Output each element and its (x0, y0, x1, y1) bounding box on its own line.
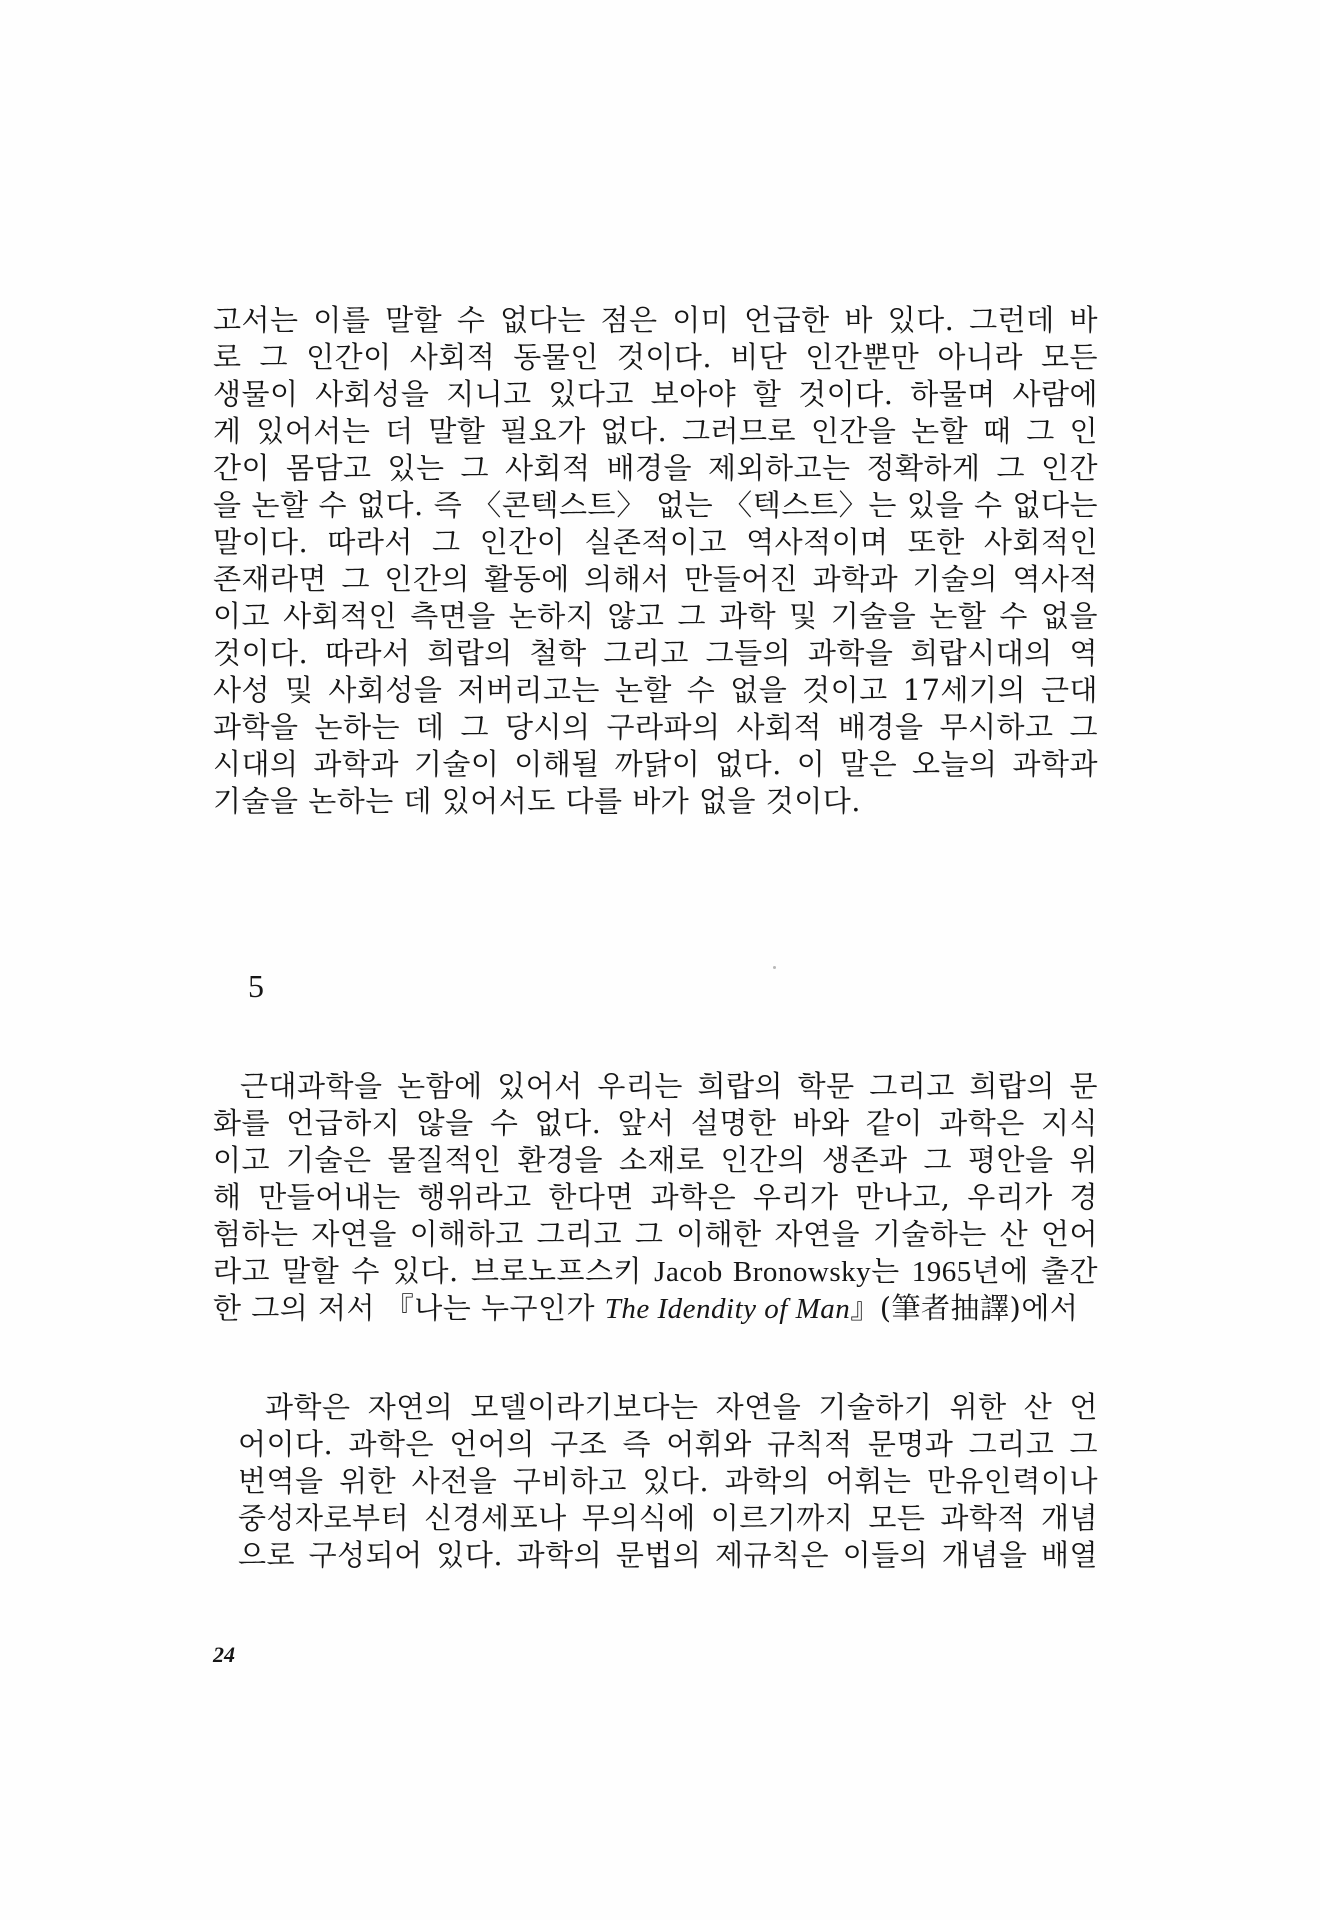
text-line: 을 논할 수 없다. 즉 〈콘텍스트〉 없는 〈텍스트〉는 있을 수 없다는 (213, 488, 1098, 522)
text-segment: 는 (871, 1254, 912, 1288)
text-line: 이고 사회적인 측면을 논하지 않고 그 과학 및 기술을 논할 수 없을 (213, 599, 1098, 633)
text-line: 로 그 인간이 사회적 동물인 것이다. 비단 인간뿐만 아니라 모든 (213, 340, 1098, 374)
text-line: 어이다. 과학은 언어의 구조 즉 어휘와 규칙적 문명과 그리고 그 (238, 1427, 1098, 1461)
text-line (213, 1288, 1098, 1328)
section-number: 5 (248, 968, 264, 1004)
text-line: 으로 구성되어 있다. 과학의 문법의 제규칙은 이들의 개념을 배열 (238, 1538, 1098, 1572)
text-line: 근대과학을 논함에 있어서 우리는 희랍의 학문 그리고 희랍의 문 (240, 1069, 1098, 1103)
text-line: 화를 언급하지 않을 수 없다. 앞서 설명한 바와 같이 과학은 지식 (213, 1106, 1098, 1140)
text-segment: 』(筆者抽譯)에서 (850, 1291, 1079, 1325)
author-name: Jacob Bronowsky (654, 1256, 872, 1288)
text-segment: 년에 출간 (971, 1254, 1099, 1288)
text-line: 과학은 자연의 모델이라기보다는 자연을 기술하기 위한 산 언 (265, 1390, 1098, 1424)
text-line (213, 1251, 1098, 1291)
text-line: 것이다. 따라서 희랍의 철학 그리고 그들의 과학을 희랍시대의 역 (213, 636, 1098, 670)
text-line: 존재라면 그 인간의 활동에 의해서 만들어진 과학과 기술의 역사적 (213, 562, 1098, 596)
text-line: 시대의 과학과 기술이 이해될 까닭이 없다. 이 말은 오늘의 과학과 (213, 747, 1098, 781)
text-line: 말이다. 따라서 그 인간이 실존적이고 역사적이며 또한 사회적인 (213, 525, 1098, 559)
text-line: 간이 몸담고 있는 그 사회적 배경을 제외하고는 정확하게 그 인간 (213, 451, 1098, 485)
text-segment: 라고 말할 수 있다. 브로노프스키 (213, 1254, 655, 1288)
text-line: 험하는 자연을 이해하고 그리고 그 이해한 자연을 기술하는 산 언어 (213, 1217, 1098, 1251)
text-line: 과학을 논하는 데 그 당시의 구라파의 사회적 배경을 무시하고 그 (213, 710, 1098, 744)
text-line: 고서는 이를 말할 수 없다는 점은 이미 언급한 바 있다. 그런데 바 (213, 303, 1098, 337)
year: 1965 (911, 1256, 972, 1288)
text-line: 생물이 사회성을 지니고 있다고 보아야 할 것이다. 하물며 사람에 (213, 377, 1098, 411)
text-line: 번역을 위한 사전을 구비하고 있다. 과학의 어휘는 만유인력이나 (238, 1464, 1098, 1498)
text-line: 게 있어서는 더 말할 필요가 없다. 그러므로 인간을 논할 때 그 인 (213, 414, 1098, 448)
text-line: 중성자로부터 신경세포나 무의식에 이르기까지 모든 과학적 개념 (238, 1501, 1098, 1535)
book-title: The Idendity of Man (604, 1293, 851, 1325)
text-segment: 한 그의 저서 『나는 누구인가 (213, 1291, 605, 1325)
text-line: 이고 기술은 물질적인 환경을 소재로 인간의 생존과 그 평안을 위 (213, 1143, 1098, 1177)
page-number: 24 (213, 1642, 235, 1667)
text-line: 해 만들어내는 행위라고 한다면 과학은 우리가 만나고, 우리가 경 (213, 1180, 1098, 1214)
text-line: 기술을 논하는 데 있어서도 다를 바가 없을 것이다. (213, 784, 862, 818)
speck-mark (773, 966, 776, 969)
text-line: 사성 및 사회성을 저버리고는 논할 수 없을 것이고 17세기의 근대 (213, 673, 1098, 707)
